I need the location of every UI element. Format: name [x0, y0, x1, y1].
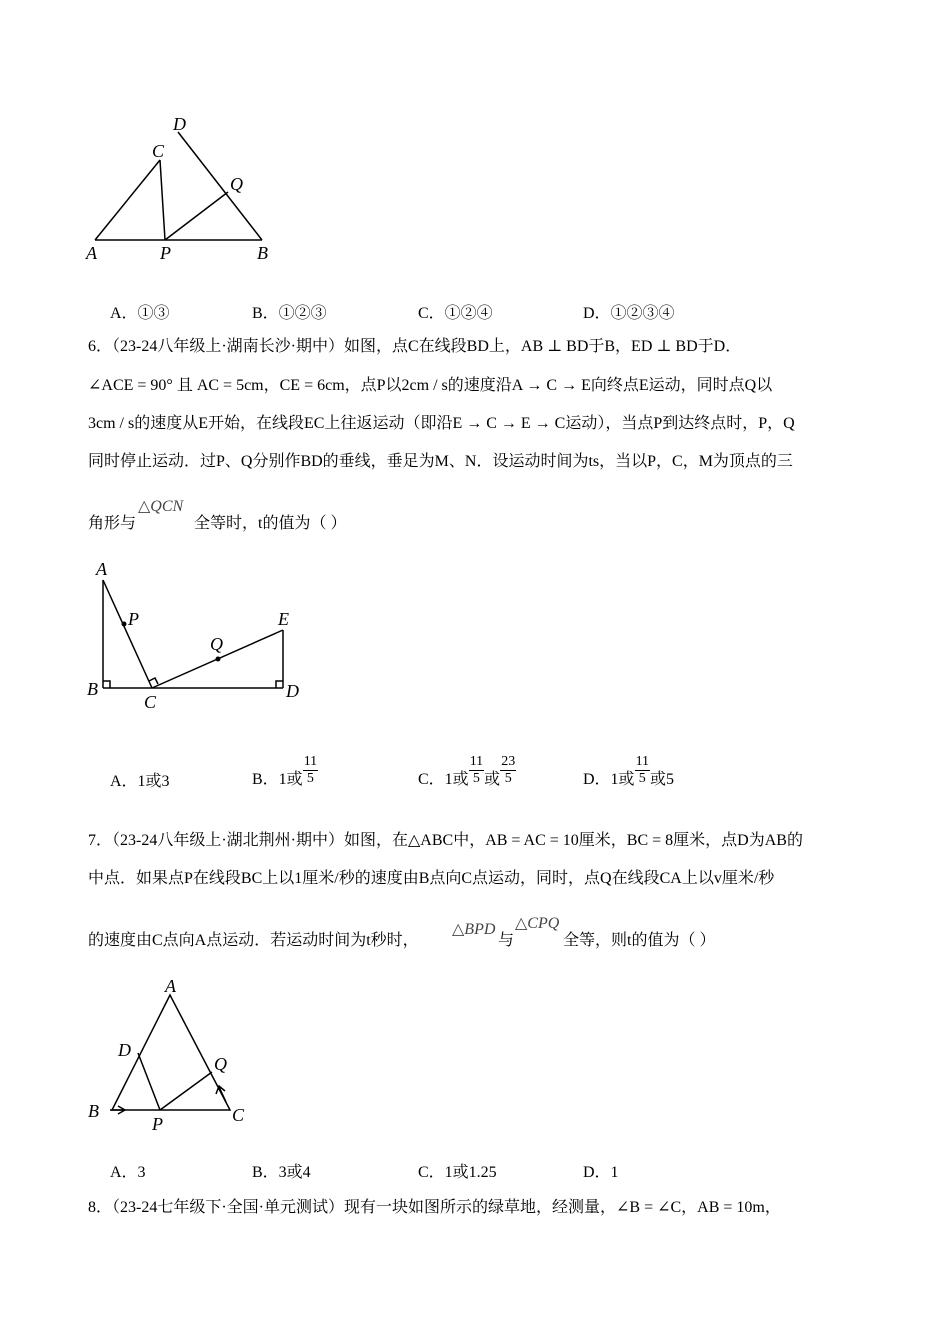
- numerator: 23: [501, 754, 516, 769]
- denominator: 5: [472, 771, 480, 786]
- fig1-label-a: A: [86, 243, 97, 263]
- fig3-label-d: D: [118, 1040, 131, 1060]
- denominator: 5: [504, 771, 512, 786]
- q6-line-5: 角形与: [88, 515, 137, 532]
- option-text: C．1或: [418, 771, 469, 789]
- fig2-label-d: D: [286, 681, 299, 701]
- fig2-label-a: A: [96, 559, 107, 579]
- q6-line-2: ∠ACE = 90° 且 AC = 5cm，CE = 6cm，点P以2cm / s的速度沿A → C → E向终点E运动，同时点Q以: [88, 377, 773, 394]
- denominator: 5: [306, 771, 314, 786]
- q7-line-1: 7．（23-24八年级上·湖北荆州·期中）如图，在△ABC中，AB = AC = 10厘米，BC = 8厘米，点D为AB的: [88, 832, 803, 849]
- q5-option-c[interactable]: C．①②④: [418, 305, 493, 322]
- option-text: 或: [484, 771, 501, 789]
- fig3-label-q: Q: [214, 1054, 227, 1074]
- point-p: [122, 622, 127, 627]
- option-text: 或5: [650, 771, 675, 789]
- q6-line-1: 6．（23-24八年级上·湖南长沙·期中）如图，点C在线段BD上，AB ⊥ BD于B，ED ⊥ BD于D．: [88, 338, 742, 355]
- denominator: 5: [638, 771, 646, 786]
- q7-line-3-tail: 全等，则t的值为（ ）: [563, 932, 716, 949]
- q6-option-c[interactable]: [418, 754, 516, 797]
- q7-option-c[interactable]: C．1或1.25: [418, 1164, 497, 1181]
- q7-triangle-cpq: △CPQ: [515, 915, 560, 932]
- q8-line-1: 8．（23-24七年级下·全国·单元测试）现有一块如图所示的绿草地，经测量，∠B = ∠C，AB = 10m，: [88, 1199, 781, 1216]
- fig2-label-q: Q: [210, 634, 223, 654]
- fig3-label-p: P: [152, 1114, 163, 1134]
- q6-line-4: 同时停止运动．过P、Q分别作BD的垂线，垂足为M、N．设运动时间为ts，当以P，C，M为顶点的三: [88, 453, 793, 470]
- fig1-label-p: P: [160, 243, 171, 263]
- fig3-label-a: A: [165, 976, 176, 996]
- fraction-11-5: [303, 754, 318, 787]
- q6-triangle-qcn: △QCN: [138, 498, 184, 515]
- fig3-label-c: C: [232, 1105, 245, 1125]
- numerator: 11: [635, 754, 650, 769]
- fig2-label-c: C: [144, 692, 157, 712]
- q7-triangle-bpd: △BPD: [452, 921, 496, 938]
- fig2-label-p: P: [128, 609, 139, 629]
- fraction-11-5: [635, 754, 650, 787]
- q6-line-3: 3cm / s的速度从E开始，在线段EC上往返运动（即沿E → C → E → C运动），当点P到达终点时，P，Q: [88, 415, 795, 432]
- numerator: 11: [303, 754, 318, 769]
- fraction-23-5: [500, 754, 516, 787]
- fig1-label-c: C: [152, 141, 165, 161]
- option-text: D．1或: [583, 771, 635, 789]
- q7-line-2: 中点．如果点P在线段BC上以1厘米/秒的速度由B点向C点运动，同时，点Q在线段CA上以v厘米/秒: [88, 870, 775, 887]
- point-q: [216, 657, 221, 662]
- numerator: 11: [469, 754, 484, 769]
- q7-line-3: 的速度由C点向A点运动．若运动时间为t秒时，: [88, 932, 419, 949]
- fig3-label-b: B: [88, 1101, 99, 1121]
- q5-option-d[interactable]: D．①②③④: [583, 305, 675, 322]
- q6-line-5-tail: 全等时，t的值为（ ）: [194, 515, 347, 532]
- q6-option-b[interactable]: [252, 754, 318, 797]
- q7-connector: 与: [498, 932, 515, 949]
- q7-option-d[interactable]: D．1: [583, 1164, 619, 1181]
- option-text: B．1或: [252, 771, 303, 789]
- q5-option-a[interactable]: A．①③: [110, 305, 170, 322]
- fig1-label-q: Q: [230, 174, 243, 194]
- fig1-label-d: D: [173, 114, 186, 134]
- arrow-right-icon: [110, 1106, 125, 1114]
- fraction-11-5: [469, 754, 484, 787]
- fig2-label-b: B: [87, 679, 98, 699]
- q5-option-b[interactable]: B．①②③: [252, 305, 327, 322]
- q6-option-a[interactable]: A．1或3: [110, 773, 170, 790]
- fig2-label-e: E: [278, 609, 289, 629]
- q7-option-a[interactable]: A．3: [110, 1164, 146, 1181]
- figure-q6: [103, 580, 283, 688]
- q7-option-b[interactable]: B．3或4: [252, 1164, 311, 1181]
- fig1-label-b: B: [257, 243, 268, 263]
- q6-option-d[interactable]: [583, 754, 675, 797]
